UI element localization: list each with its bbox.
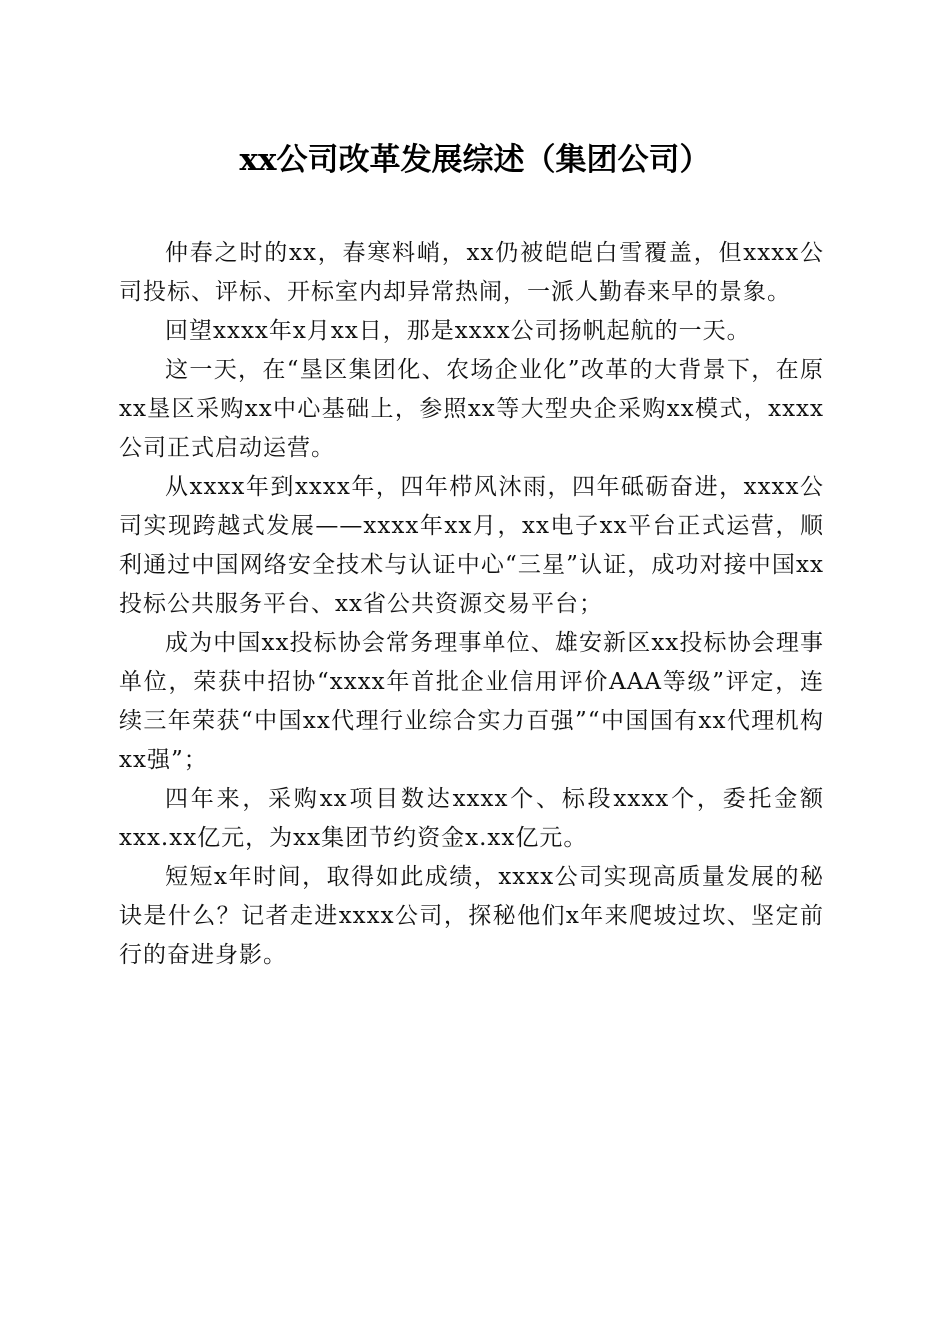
paragraph: 这一天，在“垦区集团化、农场企业化”改革的大背景下，在原xx垦区采购xx中心基础上，参照xx等大型央企采购xx模式，xxxx公司正式启动运营。 <box>119 357 824 461</box>
document-title: xx公司改革发展综述（集团公司） <box>239 142 711 178</box>
paragraph: 短短x年时间，取得如此成绩，xxxx公司实现高质量发展的秘诀是什么？记者走进xxxx公司，探秘他们x年来爬坡过坎、坚定前行的奋进身影。 <box>119 864 824 968</box>
paragraph: 仲春之时的xx，春寒料峭，xx仍被皑皑白雪覆盖，但xxxx公司投标、评标、开标室内却异常热闹，一派人勤春来早的景象。 <box>119 240 824 305</box>
document-body <box>119 234 824 975</box>
paragraph: 成为中国xx投标协会常务理事单位、雄安新区xx投标协会理事单位，荣获中招协“xxxx年首批企业信用评价AAA等级”评定，连续三年荣获“中国xx代理行业综合实力百强”“中国国有xx代理机构xx强”； <box>119 630 824 773</box>
paragraph: 从xxxx年到xxxx年，四年栉风沐雨，四年砥砺奋进，xxxx公司实现跨越式发展——xxxx年xx月，xx电子xx平台正式运营，顺利通过中国网络安全技术与认证中心“三星”认证，成功对接中国xx投标公共服务平台、xx省公共资源交易平台； <box>119 474 824 617</box>
paragraph: 回望xxxx年x月xx日，那是xxxx公司扬帆起航的一天。 <box>165 318 751 344</box>
paragraph: 四年来，采购xx项目数达xxxx个、标段xxxx个，委托金额xxx.xx亿元，为xx集团节约资金x.xx亿元。 <box>119 786 824 851</box>
